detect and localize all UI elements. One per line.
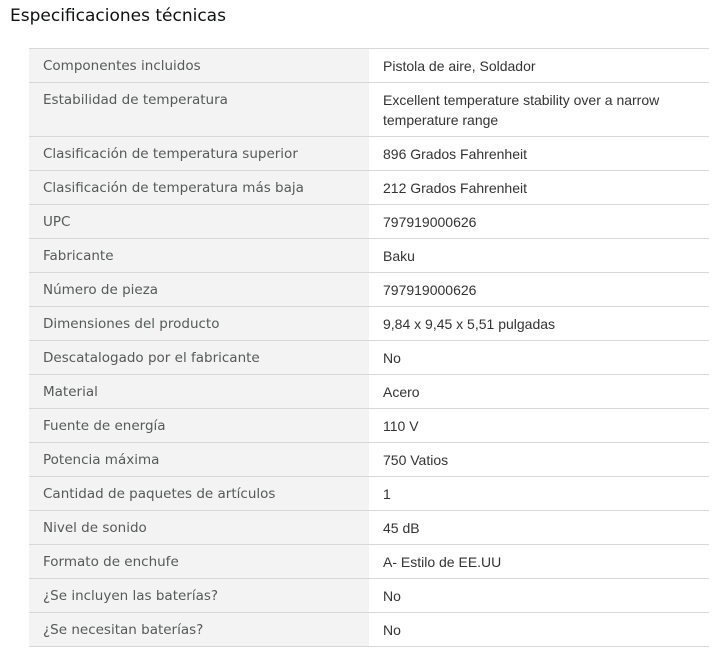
spec-label: Fabricante <box>29 239 369 273</box>
spec-value: 110 V <box>369 409 709 443</box>
spec-value: 212 Grados Fahrenheit <box>369 171 709 205</box>
spec-label: Estabilidad de temperatura <box>29 83 369 137</box>
spec-value: Excellent temperature stability over a narrow temperature range <box>369 83 709 137</box>
spec-value: A- Estilo de EE.UU <box>369 545 709 579</box>
spec-label: Potencia máxima <box>29 443 369 477</box>
spec-label: Clasificación de temperatura superior <box>29 137 369 171</box>
spec-row-part-number <box>29 273 709 307</box>
spec-label: Material <box>29 375 369 409</box>
spec-row-material <box>29 375 709 409</box>
spec-row-upper-temperature-rating <box>29 137 709 171</box>
spec-label: Cantidad de paquetes de artículos <box>29 477 369 511</box>
spec-row-lower-temperature-rating <box>29 171 709 205</box>
spec-row-product-dimensions <box>29 307 709 341</box>
spec-value: No <box>369 579 709 613</box>
spec-value: 9,84 x 9,45 x 5,51 pulgadas <box>369 307 709 341</box>
spec-row-sound-level <box>29 511 709 545</box>
spec-value: 896 Grados Fahrenheit <box>369 137 709 171</box>
technical-specifications-table <box>29 48 709 647</box>
spec-label: UPC <box>29 205 369 239</box>
spec-label: Nivel de sonido <box>29 511 369 545</box>
spec-row-package-quantity <box>29 477 709 511</box>
spec-label: Fuente de energía <box>29 409 369 443</box>
spec-value: Pistola de aire, Soldador <box>369 49 709 83</box>
spec-value: 750 Vatios <box>369 443 709 477</box>
spec-row-manufacturer <box>29 239 709 273</box>
spec-label: Componentes incluidos <box>29 49 369 83</box>
spec-label: ¿Se incluyen las baterías? <box>29 579 369 613</box>
spec-label: Clasificación de temperatura más baja <box>29 171 369 205</box>
spec-value: Baku <box>369 239 709 273</box>
spec-row-temperature-stability <box>29 83 709 137</box>
spec-row-max-power <box>29 443 709 477</box>
spec-label: Número de pieza <box>29 273 369 307</box>
spec-label: ¿Se necesitan baterías? <box>29 613 369 647</box>
spec-row-discontinued <box>29 341 709 375</box>
spec-label: Formato de enchufe <box>29 545 369 579</box>
spec-row-plug-format <box>29 545 709 579</box>
spec-row-batteries-required <box>29 613 709 647</box>
spec-value: 797919000626 <box>369 205 709 239</box>
spec-value: No <box>369 341 709 375</box>
spec-value: 1 <box>369 477 709 511</box>
spec-label: Descatalogado por el fabricante <box>29 341 369 375</box>
spec-value: 797919000626 <box>369 273 709 307</box>
spec-value: No <box>369 613 709 647</box>
spec-row-included-components <box>29 49 709 83</box>
spec-row-batteries-included <box>29 579 709 613</box>
spec-value: Acero <box>369 375 709 409</box>
spec-row-upc <box>29 205 709 239</box>
section-title: Especificaciones técnicas <box>10 6 226 26</box>
spec-row-power-source <box>29 409 709 443</box>
spec-label: Dimensiones del producto <box>29 307 369 341</box>
spec-value: 45 dB <box>369 511 709 545</box>
